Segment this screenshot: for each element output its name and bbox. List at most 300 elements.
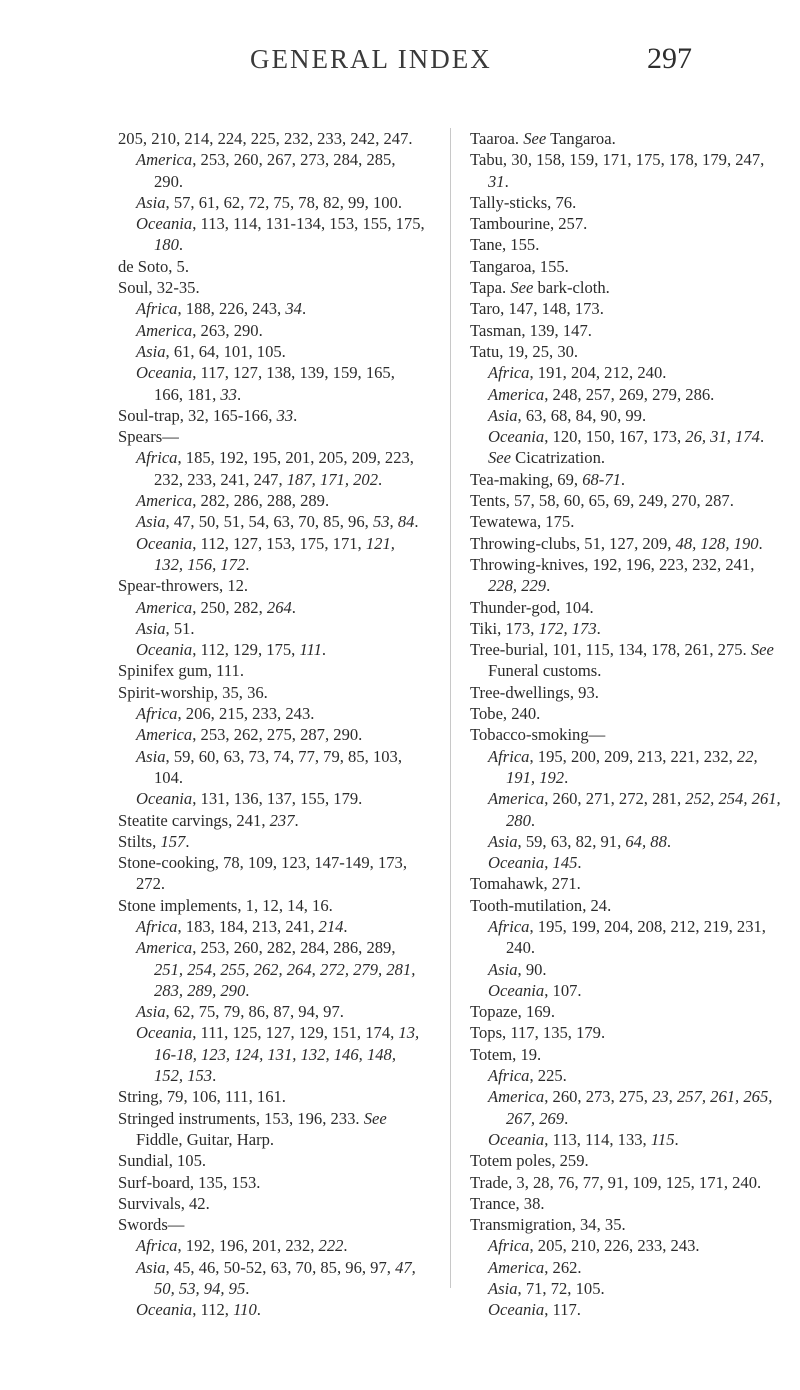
index-subentry — [470, 831, 786, 852]
index-subentry — [118, 213, 428, 256]
index-entry — [470, 213, 786, 234]
entry-text: , 51. — [165, 618, 195, 638]
entry-text: , 260, 273, 275, — [544, 1087, 653, 1107]
entry-text: , 282, 286, 288, 289. — [192, 491, 330, 511]
entry-text: Tomahawk, 271. — [470, 874, 581, 894]
entry-text: Spirit-worship, 35, 36. — [118, 682, 268, 702]
index-subentry — [118, 1257, 428, 1300]
entry-text: Taaroa. — [470, 129, 524, 148]
entry-text: Africa — [488, 1066, 530, 1086]
entry-text: , 260, 271, 272, 281, — [544, 789, 686, 809]
index-entry — [470, 490, 786, 511]
entry-text: , 112, 129, 175, — [192, 640, 300, 660]
entry-text: Asia — [488, 831, 518, 851]
index-subentry — [470, 1235, 786, 1256]
index-subentry — [470, 384, 786, 405]
entry-text: Stone implements, 1, 12, 14, 16. — [118, 895, 333, 915]
entry-text: Tooth-mutilation, 24. — [470, 895, 612, 915]
entry-text: , 205, 210, 226, 233, 243. — [529, 1236, 700, 1256]
entry-text: Totem poles, 259. — [470, 1151, 589, 1171]
entry-text: . — [301, 299, 307, 319]
entry-text: 252, 254, 261, 280 — [506, 789, 781, 830]
entry-text: Tabu, 30, 158, 159, 171, 175, 178, 179, 247, — [470, 150, 765, 170]
entry-text: . — [564, 1108, 569, 1128]
entry-text: Oceania — [488, 853, 545, 873]
entry-text: Stone-cooking, 78, 109, 123, 147-149, 173, 272. — [118, 853, 407, 894]
entry-text: , 253, 262, 275, 287, 290. — [192, 725, 363, 745]
entry-text: 180 — [154, 235, 179, 255]
entry-text: America — [488, 1257, 545, 1277]
entry-text: , 195, 200, 209, 213, 221, 232, — [529, 746, 737, 766]
index-entry — [470, 128, 786, 149]
entry-text: , 112, — [192, 1300, 234, 1320]
entry-text: , 185, 192, 195, 201, 205, 209, 223, 232, 233, 241, 247, — [154, 448, 414, 489]
entry-text: 205, 210, 214, 224, 225, 232, 233, 242, 247. — [118, 129, 413, 148]
index-entry — [118, 128, 428, 149]
index-entry — [470, 149, 786, 192]
index-subentry — [470, 405, 786, 426]
index-subentry — [118, 937, 428, 1001]
entry-text: Oceania — [136, 1300, 193, 1320]
entry-text: 33 — [220, 384, 237, 404]
index-entry — [470, 703, 786, 724]
entry-text: Thunder-god, 104. — [470, 597, 594, 617]
entry-text: Oceania — [136, 1023, 193, 1043]
entry-text: 22, 191, 192 — [506, 746, 758, 787]
entry-text: 48, 128, 190 — [675, 533, 759, 553]
index-entry — [470, 873, 786, 894]
index-entry — [470, 1044, 786, 1065]
entry-text: Asia — [488, 959, 518, 979]
index-entry — [118, 1193, 428, 1214]
index-subentry — [470, 447, 786, 468]
index-subentry — [118, 639, 428, 660]
entry-text: , 195, 199, 204, 208, 212, 219, 231, 240. — [506, 916, 766, 958]
entry-text: See — [488, 448, 512, 468]
entry-text: . — [504, 171, 509, 191]
index-subentry — [118, 746, 428, 789]
entry-text: America — [136, 725, 193, 745]
entry-text: Tasman, 139, 147. — [470, 320, 592, 340]
index-subentry — [118, 703, 428, 724]
entry-text: Oceania — [488, 980, 545, 1000]
index-subentry — [470, 852, 786, 873]
entry-text: Oceania — [488, 1300, 545, 1320]
entry-text: , 183, 184, 213, 241, — [177, 916, 319, 936]
entry-text: 13, 16-18, 123, 124, 131, 132, 146, 148, 152, 153 — [154, 1023, 420, 1086]
index-subentry — [470, 959, 786, 980]
entry-text: Spears— — [118, 427, 179, 447]
entry-text: Stringed instruments, 153, 196, 233. — [118, 1108, 364, 1128]
entry-text: Africa — [488, 363, 530, 383]
entry-text: America — [136, 150, 193, 170]
entry-text: Africa — [488, 1236, 530, 1256]
entry-text: Throwing-knives, 192, 196, 223, 232, 241, — [470, 554, 755, 574]
index-entry — [470, 554, 786, 597]
index-entry — [118, 1108, 428, 1151]
index-subentry — [118, 149, 428, 192]
index-subentry — [470, 746, 786, 789]
index-subentry — [470, 362, 786, 383]
index-entry — [470, 1214, 786, 1235]
entry-text: Tea-making, 69, — [470, 469, 583, 489]
index-subentry — [118, 1235, 428, 1256]
index-entry — [118, 1172, 428, 1193]
index-entry — [470, 724, 786, 745]
index-entry — [470, 234, 786, 255]
entry-text: Throwing-clubs, 51, 127, 209, — [470, 533, 676, 553]
entry-text: Africa — [488, 916, 530, 936]
entry-text: Spear-throwers, 12. — [118, 576, 249, 596]
index-subentry — [118, 320, 428, 341]
entry-text: , 90. — [517, 959, 547, 979]
entry-text: Tewatewa, 175. — [470, 512, 575, 532]
entry-text: 172, 173 — [538, 618, 597, 638]
entry-text: Topaze, 169. — [470, 1002, 556, 1022]
index-entry — [470, 533, 786, 554]
entry-text: , — [544, 853, 553, 873]
index-subentry — [118, 916, 428, 937]
entry-text: , 57, 61, 62, 72, 75, 78, 82, 99, 100. — [165, 192, 402, 212]
entry-text: , 206, 215, 233, 243. — [177, 704, 315, 724]
entry-text: Africa — [136, 704, 178, 724]
entry-text: 187, 171, 202 — [286, 469, 379, 489]
entry-text: . — [343, 916, 348, 936]
entry-text: Africa — [136, 299, 178, 319]
entry-text: 145 — [552, 853, 578, 873]
index-subentry — [470, 916, 786, 959]
entry-text: . — [378, 469, 383, 489]
entry-text: , 131, 136, 137, 155, 179. — [192, 789, 363, 809]
entry-text: , 117, 127, 138, 139, 159, 165, 166, 181, — [154, 363, 395, 404]
entry-text: Asia — [136, 512, 166, 532]
entry-text: Steatite carvings, 241, — [118, 810, 270, 830]
entry-text: . — [666, 831, 672, 851]
index-subentry — [118, 490, 428, 511]
entry-text: , 253, 260, 282, 284, 286, 289, — [192, 938, 396, 958]
index-entry — [470, 469, 786, 490]
index-entry — [118, 682, 428, 703]
entry-text: 31 — [488, 171, 505, 191]
index-entry — [470, 256, 786, 277]
entry-text: See — [750, 640, 774, 660]
entry-text: . — [530, 810, 536, 830]
index-entry — [470, 597, 786, 618]
entry-text: . — [212, 1066, 217, 1086]
entry-text: Asia — [136, 1002, 166, 1022]
index-entry — [470, 1001, 786, 1022]
entry-text: , 253, 260, 267, 273, 284, 285, 290. — [154, 150, 396, 191]
index-subentry — [118, 341, 428, 362]
entry-text: Asia — [488, 1279, 518, 1299]
entry-text: . — [293, 405, 298, 425]
entry-text: String, 79, 106, 111, 161. — [118, 1087, 286, 1107]
entry-text: 115 — [650, 1129, 675, 1149]
entry-text: , 191, 204, 212, 240. — [529, 363, 667, 383]
entry-text: Asia — [136, 746, 166, 766]
index-subentry — [118, 362, 428, 405]
entry-text: , 59, 63, 82, 91, — [517, 831, 626, 851]
entry-text: Tents, 57, 58, 60, 65, 69, 249, 270, 287. — [470, 491, 734, 511]
entry-text: Tatu, 19, 25, 30. — [470, 341, 579, 361]
index-subentry — [118, 597, 428, 618]
entry-text: Stilts, — [118, 831, 161, 851]
entry-text: , 192, 196, 201, 232, — [177, 1236, 319, 1256]
index-column-right — [470, 128, 786, 1321]
entry-text: . — [294, 810, 299, 830]
index-subentry — [470, 980, 786, 1001]
entry-text: 264 — [266, 597, 292, 617]
entry-text: Tree-burial, 101, 115, 134, 178, 261, 275. — [470, 640, 751, 660]
entry-text: , 113, 114, 131-134, 153, 155, 175, — [192, 214, 425, 234]
entry-text: bark-cloth. — [533, 278, 610, 298]
entry-text: Tally-sticks, 76. — [470, 192, 577, 212]
entry-text: Surf-board, 135, 153. — [118, 1172, 261, 1192]
entry-text: Trance, 38. — [470, 1193, 545, 1213]
index-entry — [118, 1214, 428, 1235]
entry-text: , 262. — [544, 1257, 582, 1277]
entry-text: Africa — [136, 1236, 178, 1256]
entry-text: Tops, 117, 135, 179. — [470, 1023, 606, 1043]
entry-text: Tobe, 240. — [470, 704, 541, 724]
index-subentry — [118, 1001, 428, 1022]
entry-text: Survivals, 42. — [118, 1193, 210, 1213]
entry-text: See — [523, 129, 547, 148]
entry-text: 64, 88 — [625, 831, 667, 851]
index-entry — [118, 852, 428, 895]
entry-text: Taro, 147, 148, 173. — [470, 299, 604, 319]
entry-text: See — [363, 1108, 387, 1128]
index-entry — [470, 1172, 786, 1193]
entry-text: . — [178, 235, 184, 255]
entry-text: 23, 257, 261, 265, 267, 269 — [506, 1087, 773, 1128]
index-subentry — [118, 511, 428, 532]
entry-text: Funeral customs. — [488, 661, 602, 681]
entry-text: , 113, 114, 133, — [544, 1129, 651, 1149]
column-divider — [450, 128, 451, 1288]
entry-text: Africa — [136, 916, 178, 936]
entry-text: Oceania — [136, 533, 193, 553]
entry-text: 47, 50, 53, 94, 95 — [154, 1257, 416, 1299]
entry-text: , 107. — [544, 980, 582, 1000]
entry-text: de Soto, 5. — [118, 256, 189, 276]
entry-text: . — [291, 597, 296, 617]
entry-text: Soul-trap, 32, 165-166, — [118, 405, 277, 425]
entry-text: . — [759, 427, 765, 447]
entry-text: , 263, 290. — [192, 320, 263, 340]
entry-text: Swords— — [118, 1215, 185, 1235]
entry-text: Soul, 32-35. — [118, 278, 200, 298]
entry-text: . — [414, 512, 419, 532]
index-entry — [470, 320, 786, 341]
entry-text: Asia — [488, 405, 518, 425]
entry-text: , 250, 282, — [192, 597, 267, 617]
index-entry — [470, 1193, 786, 1214]
index-entry — [470, 277, 786, 298]
entry-text: , 111, 125, 127, 129, 151, 174, — [192, 1023, 399, 1043]
entry-text: Oceania — [136, 214, 193, 234]
index-entry — [470, 618, 786, 639]
entry-text: Africa — [136, 448, 178, 468]
entry-text: 110 — [233, 1300, 257, 1320]
entry-text: . — [620, 469, 626, 489]
index-entry — [118, 895, 428, 916]
entry-text: Tiki, 173, — [470, 618, 539, 638]
index-entry — [470, 1150, 786, 1171]
index-entry — [118, 660, 428, 681]
entry-text: Transmigration, 34, 35. — [470, 1215, 626, 1235]
index-entry — [118, 1150, 428, 1171]
entry-text: , 61, 64, 101, 105. — [165, 341, 286, 361]
index-entry — [118, 575, 428, 596]
index-subentry — [118, 533, 428, 576]
entry-text: . — [758, 533, 763, 553]
index-subentry — [118, 618, 428, 639]
entry-text: . — [256, 1300, 261, 1320]
entry-text: Asia — [136, 192, 166, 212]
index-subentry — [118, 724, 428, 745]
index-subentry — [470, 1278, 786, 1299]
entry-text: Tapa. — [470, 278, 511, 298]
entry-text: 53, 84 — [372, 512, 415, 532]
entry-text: Totem, 19. — [470, 1044, 542, 1064]
entry-text: 228, 229 — [488, 576, 547, 596]
index-entry — [118, 810, 428, 831]
index-subentry — [470, 1086, 786, 1129]
entry-text: America — [136, 491, 193, 511]
index-entry — [470, 1022, 786, 1043]
entry-text: America — [488, 384, 545, 404]
entry-text: Tree-dwellings, 93. — [470, 682, 599, 702]
index-subentry — [470, 426, 786, 447]
entry-text: , 225. — [529, 1066, 567, 1086]
entry-text: . — [546, 576, 551, 596]
entry-text: Tangaroa, 155. — [470, 256, 569, 276]
index-entry — [470, 639, 786, 682]
entry-text: America — [136, 320, 193, 340]
index-entry — [470, 682, 786, 703]
entry-text: Tane, 155. — [470, 235, 540, 255]
index-subentry — [470, 788, 786, 831]
entry-text: 33 — [276, 405, 294, 425]
entry-text: , 45, 46, 50-52, 63, 70, 85, 96, 97, — [165, 1257, 396, 1277]
entry-text: Cicatrization. — [511, 448, 606, 468]
index-subentry — [118, 788, 428, 809]
entry-text: . — [245, 554, 250, 574]
index-entry — [118, 1086, 428, 1107]
entry-text: . — [596, 618, 601, 638]
entry-text: Oceania — [488, 1129, 545, 1149]
entry-text: . — [321, 640, 327, 660]
entry-text: Asia — [136, 1257, 166, 1277]
entry-text: , 62, 75, 79, 86, 87, 94, 97. — [165, 1002, 344, 1022]
entry-text: Trade, 3, 28, 76, 77, 91, 109, 125, 171, 240. — [470, 1172, 762, 1192]
entry-text: 237 — [269, 810, 295, 830]
entry-text: 157 — [160, 831, 186, 851]
entry-text: , 188, 226, 243, — [177, 299, 286, 319]
entry-text: Oceania — [136, 363, 193, 383]
entry-text: Asia — [136, 618, 166, 638]
index-subentry — [470, 1129, 786, 1150]
index-entry — [470, 192, 786, 213]
entry-text: 111 — [299, 640, 322, 660]
entry-text: , 71, 72, 105. — [517, 1279, 605, 1299]
entry-text: Oceania — [136, 789, 193, 809]
entry-text: , 63, 68, 84, 90, 99. — [517, 405, 647, 425]
entry-text: . — [245, 980, 250, 1000]
index-subentry — [118, 447, 428, 490]
index-entry — [470, 298, 786, 319]
entry-text: Oceania — [488, 427, 545, 447]
entry-text: , 59, 60, 63, 73, 74, 77, 79, 85, 103, 104. — [154, 746, 402, 787]
index-entry — [470, 895, 786, 916]
entry-text: 121, 132, 156, 172 — [154, 533, 395, 574]
entry-text: Africa — [488, 746, 530, 766]
entry-text: See — [510, 278, 534, 298]
running-title: GENERAL INDEX — [250, 44, 492, 74]
entry-text: Tobacco-smoking— — [470, 725, 606, 745]
entry-text: America — [488, 1087, 545, 1107]
page-header — [0, 44, 800, 84]
entry-text: . — [185, 831, 190, 851]
entry-text: America — [136, 597, 193, 617]
index-column-left — [118, 128, 428, 1321]
index-entry — [118, 831, 428, 852]
entry-text: . — [564, 767, 569, 787]
index-entry — [470, 511, 786, 532]
entry-text: America — [488, 789, 545, 809]
entry-text: , 120, 150, 167, 173, — [544, 427, 686, 447]
index-entry — [118, 426, 428, 447]
entry-text: 214 — [318, 916, 344, 936]
entry-text: Tambourine, 257. — [470, 214, 588, 234]
index-subentry — [118, 1299, 428, 1320]
index-subentry — [470, 1299, 786, 1320]
index-entry — [118, 277, 428, 298]
index-entry — [118, 405, 428, 426]
entry-text: 222 — [318, 1236, 344, 1256]
entry-text: . — [577, 853, 582, 873]
entry-text: , 47, 50, 51, 54, 63, 70, 85, 96, — [165, 512, 373, 532]
entry-text: , 112, 127, 153, 175, 171, — [192, 533, 366, 553]
entry-text: . — [674, 1129, 679, 1149]
index-subentry — [470, 1257, 786, 1278]
entry-text: America — [136, 938, 193, 958]
entry-text: . — [343, 1236, 348, 1256]
entry-text: 34 — [285, 299, 302, 319]
entry-text: Sundial, 105. — [118, 1151, 207, 1171]
entry-text: . — [245, 1279, 250, 1299]
index-subentry — [118, 298, 428, 319]
entry-text: Oceania — [136, 640, 193, 660]
page-number: 297 — [647, 42, 692, 75]
index-subentry — [470, 1065, 786, 1086]
entry-text: , 248, 257, 269, 279, 286. — [544, 384, 715, 404]
entry-text: . — [236, 384, 242, 404]
entry-text: 251, 254, 255, 262, 264, 272, 279, 281, 283, 289, 290 — [154, 959, 416, 1000]
entry-text: Spinifex gum, 111. — [118, 661, 244, 681]
index-subentry — [118, 1022, 428, 1086]
entry-text: 26, 31, 174 — [685, 427, 760, 447]
entry-text: Fiddle, Guitar, Harp. — [136, 1129, 275, 1149]
entry-text: Asia — [136, 341, 166, 361]
entry-text: 68-71 — [582, 469, 621, 489]
index-subentry — [118, 192, 428, 213]
index-entry — [118, 256, 428, 277]
index-entry — [470, 341, 786, 362]
entry-text: , 117. — [544, 1300, 581, 1320]
entry-text: Tangaroa. — [546, 129, 616, 148]
